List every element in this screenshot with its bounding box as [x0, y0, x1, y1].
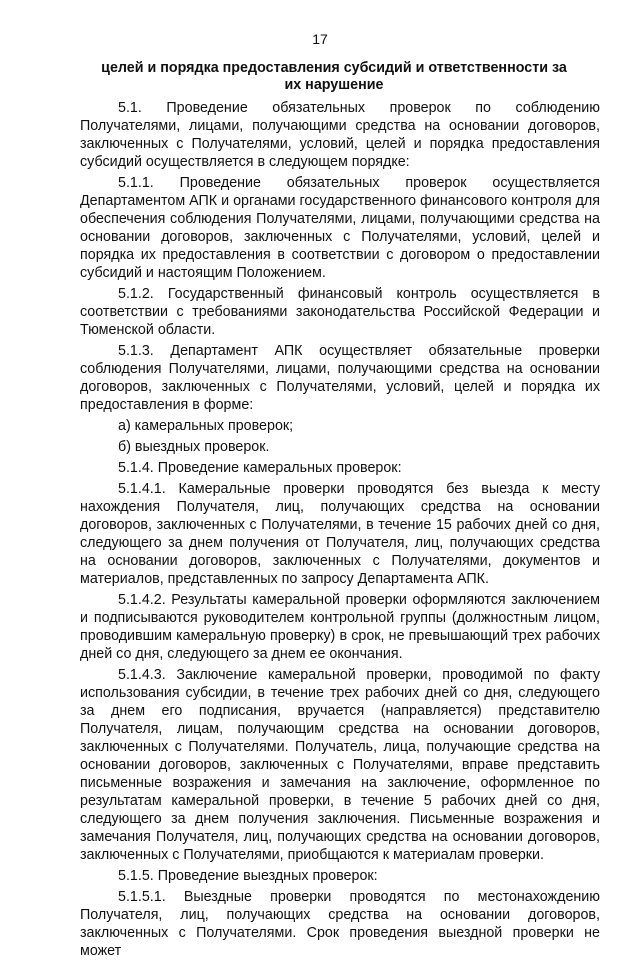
section-heading: целей и порядка предоставления субсидий и ответственности за их нарушение — [101, 60, 567, 93]
paragraph-5-1-4: 5.1.4. Проведение камеральных проверок: — [118, 460, 402, 476]
list-item-a: а) камеральных проверок; — [118, 418, 294, 434]
paragraph-5-1-5-1: 5.1.5.1. Выездные проверки проводятся по местонахождению Получателя, лиц, получающих средства на основании договоров, заключенных с Получателями. Срок проведения выездной проверки не может — [80, 889, 600, 959]
paragraph-5-1-4-3: 5.1.4.3. Заключение камеральной проверки, проводимой по факту использования субсидии, в течение трех рабочих дней со дня, следующего за днем его подписания, вручается (направляется) представителю Получателя, лицам, получающим средства на основании договоров, заключенных с Получателями. Получатель, лица, получающие средства на основании договоров, заключенных с Получателями, вправе представить письменные возражения и замечания на заключение, оформленное по результатам камеральной проверки, в течение 5 рабочих дней со дня, следующего за днем получения заключения. Письменные возражения и замечания Получателя, лиц, получающих средства на основании договоров, заключенных с Получателями, приобщаются к материалам проверки. — [80, 667, 600, 863]
paragraph-5-1-3: 5.1.3. Департамент АПК осуществляет обязательные проверки соблюдения Получателями, лицами, получающими средства на основании договоров, заключенных с Получателями, условий, целей и порядка их предоставления в форме: — [80, 343, 600, 413]
paragraph-5-1-4-1: 5.1.4.1. Камеральные проверки проводятся без выезда к месту нахождения Получателя, лиц, получающих средства на основании договоров, заключенных с Получателями, в течение 15 рабочих дней со дня, следующего за днем получения от Получателя, лиц, получающих средства на основании договоров, заключенных с Получателями, документов и материалов, представленных по запросу Департамента АПК. — [80, 481, 600, 587]
page-number: 17 — [312, 31, 328, 47]
paragraph-5-1-1: 5.1.1. Проведение обязательных проверок осуществляется Департаментом АПК и органами государственного финансового контроля для обеспечения соблюдения Получателями, лицами, получающими средства на основании договоров, заключенных с Получателями, условий, целей и порядка их предоставления в соответствии с договором о предоставлении субсидий и настоящим Положением. — [80, 175, 600, 281]
paragraph-5-1: 5.1. Проведение обязательных проверок по соблюдению Получателями, лицами, получающими средства на основании договоров, заключенных с Получателями, условий, целей и порядка предоставления субсидий осуществляется в следующем порядке: — [80, 100, 600, 170]
document-body — [80, 99, 600, 963]
paragraph-5-1-4-2: 5.1.4.2. Результаты камеральной проверки оформляются заключением и подписываются руководителем контрольной группы (должностным лицом, проводившим камеральную проверку) в срок, не превышающий трех рабочих дней со дня, следующего за днем ее окончания. — [80, 592, 600, 662]
paragraph-5-1-2: 5.1.2. Государственный финансовый контроль осуществляется в соответствии с требованиями законодательства Российской Федерации и Тюменской области. — [80, 286, 600, 338]
list-item-b: б) выездных проверок. — [118, 439, 270, 455]
paragraph-5-1-5: 5.1.5. Проведение выездных проверок: — [118, 868, 378, 884]
